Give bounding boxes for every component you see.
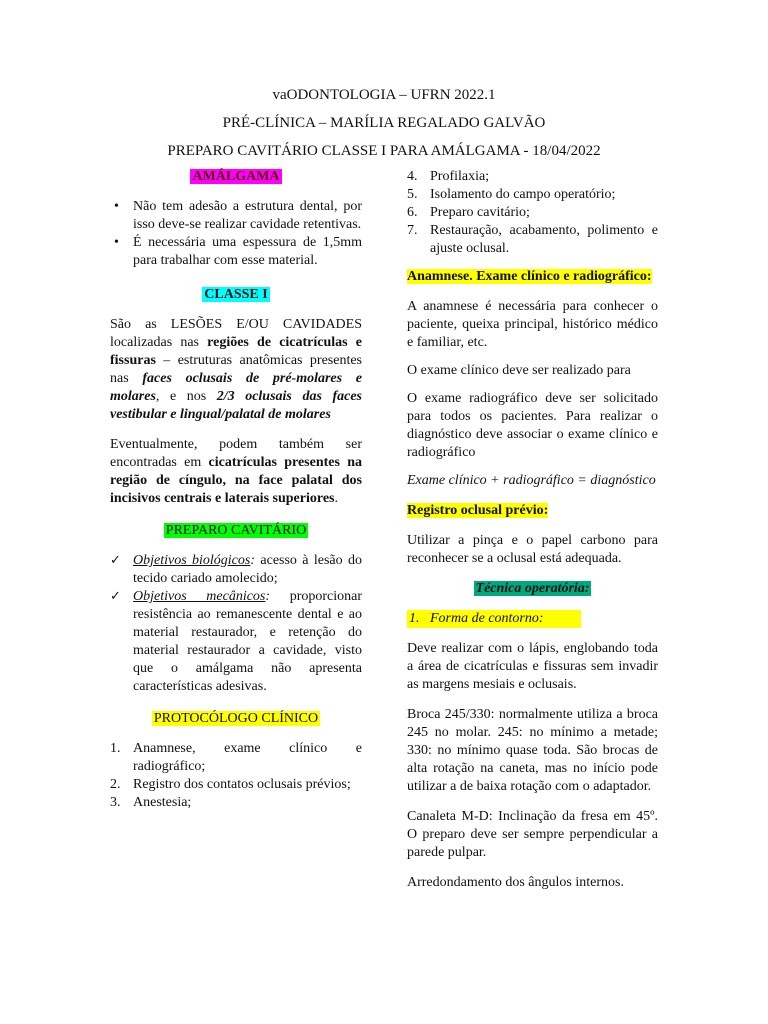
bullet-icon: •	[114, 199, 119, 214]
formula-diagnostico: Exame clínico + radiográfico = diagnóstico	[407, 473, 656, 488]
right-column	[407, 168, 658, 892]
paragraph-classe-eventual: Eventualmente, podem também ser encontradas em cicatrículas presentes na região de cíngulo, na face palatal dos incisivos centrais e laterais superiores.	[110, 437, 362, 506]
heading-preparo-cavitario: PREPARO CAVITÁRIO	[165, 523, 307, 538]
paragraph-registro-oclusal: Utilizar a pinça e o papel carbono para reconhecer se a oclusal está adequada.	[407, 533, 658, 566]
heading-tecnica-operatoria: Técnica operatória:	[475, 581, 590, 596]
header-line-3: PREPARO CAVITÁRIO CLASSE I PARA AMÁLGAMA - 18/04/2022	[167, 143, 601, 159]
left-column	[110, 168, 362, 812]
list-item: ✓ Objetivos mecânicos: proporcionar resistência ao remanescente dental e ao material restaurador, e retenção do material restaurador a cavidade, visto que o amálgama não apresenta características adesivas.	[110, 589, 362, 694]
list-item: • Não tem adesão a estrutura dental, por isso deve-se realizar cavidade retentivas.	[114, 199, 362, 232]
paragraph-broca: Broca 245/330: normalmente utiliza a broca 245 no molar. 245: no mínimo a metade; 330: no mínimo quase toda. São brocas de alta rotação na caneta, mas no início pode utilizar a de baixa rotação com o adaptador.	[407, 707, 658, 794]
preparo-objectives	[110, 552, 362, 696]
protocolo-list	[110, 740, 362, 812]
heading-protocolo-clinico: PROTOCÓLOGO CLÍNICO	[153, 711, 319, 726]
checkmark-icon: ✓	[110, 589, 121, 604]
heading-classe-i: CLASSE I	[204, 287, 268, 302]
list-item: • É necessária uma espessura de 1,5mm para trabalhar com esse material.	[114, 235, 362, 268]
list-item: 5. Isolamento do campo operatório;	[407, 187, 616, 202]
subheading-forma-contorno: 1. Forma de contorno:	[407, 610, 581, 628]
list-item: 4. Profilaxia;	[407, 169, 490, 184]
paragraph-canaleta: Canaleta M-D: Inclinação da fresa em 45º. O preparo deve ser sempre perpendicular a parede pulpar.	[407, 809, 658, 860]
list-item: 7. Restauração, acabamento, polimento e ajuste oclusal.	[407, 223, 658, 256]
paragraph-anamnese: A anamnese é necessária para conhecer o paciente, queixa principal, histórico médico e familiar, etc.	[407, 299, 658, 350]
checkmark-icon: ✓	[110, 553, 121, 568]
heading-anamnese: Anamnese. Exame clínico e radiográfico:	[407, 269, 652, 284]
paragraph-forma-contorno: Deve realizar com o lápis, englobando toda a área de cicatrículas e fissuras sem invadir as margens mesiais e oclusais.	[407, 641, 658, 692]
heading-registro-oclusal: Registro oclusal prévio:	[407, 503, 549, 518]
paragraph-arredondamento: Arredondamento dos ângulos internos.	[407, 875, 624, 890]
header-line-1: vaODONTOLOGIA – UFRN 2022.1	[272, 87, 496, 103]
list-item: 2. Registro dos contatos oclusais prévios;	[110, 777, 351, 792]
list-item: 6. Preparo cavitário;	[407, 205, 530, 220]
protocolo-list-continued	[407, 168, 658, 258]
list-item: 1. Anamnese, exame clínico e radiográfico;	[110, 741, 362, 774]
header-line-2: PRÉ-CLÍNICA – MARÍLIA REGALADO GALVÃO	[222, 115, 546, 131]
list-item: ✓ Objetivos biológicos: acesso à lesão do tecido cariado amolecido;	[110, 553, 362, 586]
paragraph-classe-definition: São as LESÕES E/OU CAVIDADES localizadas nas regiões de cicatrículas e fissuras – estruturas anatômicas presentes nas faces oclusais de pré-molares e molares, e nos 2/3 oclusais das faces vestibular e lingual/palatal de molares	[110, 317, 362, 422]
amalgama-bullets	[110, 198, 362, 270]
paragraph-exame-radiografico: O exame radiográfico deve ser solicitado para todos os pacientes. Para realizar o diagnóstico deve associar o exame clínico e radiográfico	[407, 391, 658, 460]
bullet-icon: •	[114, 235, 119, 250]
heading-amalgama: AMÁLGAMA	[192, 169, 280, 184]
list-item: 3. Anestesia;	[110, 795, 192, 810]
paragraph-exame-clinico: O exame clínico deve ser realizado para	[407, 363, 631, 378]
